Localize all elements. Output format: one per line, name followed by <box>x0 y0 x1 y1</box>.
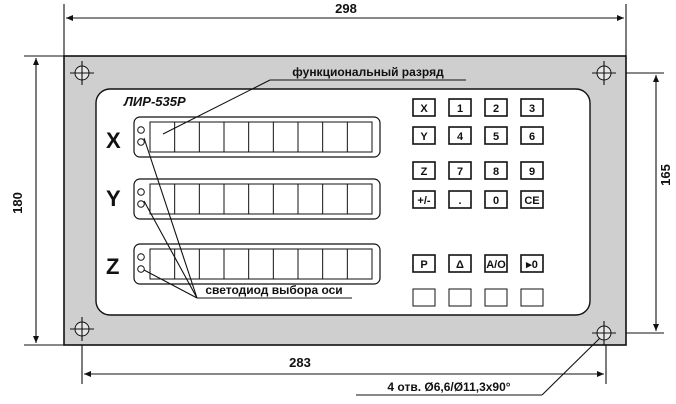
keypad-key[interactable] <box>413 99 435 116</box>
axis-label-z: Z <box>106 254 120 279</box>
axis-label-y: Y <box>106 186 121 211</box>
key-label: X <box>420 103 428 115</box>
keypad-key[interactable] <box>485 99 507 116</box>
led-indicator <box>138 266 145 273</box>
key-label: Δ <box>456 259 464 271</box>
keypad-key[interactable] <box>521 127 543 144</box>
keypad-key[interactable] <box>449 99 471 116</box>
display-x <box>134 117 380 157</box>
holes-note: 4 отв. Ø6,6/Ø11,3х90° <box>387 380 511 394</box>
dim-height-label: 180 <box>10 192 25 214</box>
keypad-key[interactable] <box>521 162 543 179</box>
functional-digit-label: функциональный разряд <box>292 65 444 79</box>
keypad-key[interactable] <box>485 289 507 306</box>
key-label: Z <box>420 166 428 178</box>
keypad-key[interactable] <box>485 162 507 179</box>
keypad-key[interactable] <box>413 162 435 179</box>
led-indicator <box>138 127 145 134</box>
led-indicator <box>138 201 145 208</box>
keypad-key[interactable] <box>485 191 507 208</box>
led-label: светодиод выбора оси <box>205 283 343 297</box>
key-frame <box>449 289 471 306</box>
keypad-key[interactable] <box>413 255 435 272</box>
keypad-key[interactable] <box>449 162 471 179</box>
key-label: Y <box>420 131 428 143</box>
display-window <box>150 249 372 279</box>
led-indicator <box>138 189 145 196</box>
model-name: ЛИР-535Р <box>124 94 186 109</box>
key-label: 5 <box>492 131 500 143</box>
key-label: 7 <box>456 166 464 178</box>
led-indicator <box>138 254 145 261</box>
dim-panel-height <box>10 56 64 345</box>
axis-label-x: X <box>106 128 121 153</box>
keypad-key[interactable] <box>449 289 471 306</box>
key-label: 1 <box>456 103 464 115</box>
dim-hole-span-x <box>82 345 606 384</box>
key-label: ▸0 <box>526 259 538 271</box>
dim-panel-width <box>64 1 626 56</box>
key-label: 8 <box>492 166 500 178</box>
key-label: A/O <box>486 259 506 271</box>
keypad-key[interactable] <box>521 289 543 306</box>
key-label: 0 <box>492 195 500 207</box>
key-frame <box>485 289 507 306</box>
holes-note-callout <box>356 338 600 395</box>
key-label: . <box>458 195 462 207</box>
keypad-key[interactable] <box>413 191 435 208</box>
dim-hole-span-y-label: 165 <box>658 164 673 186</box>
keypad-key[interactable] <box>449 127 471 144</box>
key-label: 9 <box>528 166 536 178</box>
keypad-key[interactable] <box>449 191 471 208</box>
keypad-key[interactable] <box>485 127 507 144</box>
keypad-key[interactable] <box>521 99 543 116</box>
key-label: 3 <box>528 103 536 115</box>
dim-width-label: 298 <box>335 1 357 16</box>
keypad-key[interactable] <box>413 127 435 144</box>
key-frame <box>521 289 543 306</box>
display-y <box>134 179 380 219</box>
key-frame <box>413 289 435 306</box>
dim-hole-span-x-label: 283 <box>289 355 311 370</box>
display-window <box>150 122 372 152</box>
display-window <box>150 184 372 214</box>
keypad-key[interactable] <box>449 255 471 272</box>
key-label: P <box>420 259 428 271</box>
axis-displays <box>134 117 380 284</box>
key-label: +/- <box>417 195 431 207</box>
key-label: 4 <box>456 131 464 143</box>
keypad-key[interactable] <box>413 289 435 306</box>
keypad-key[interactable] <box>521 255 543 272</box>
key-label: 6 <box>528 131 536 143</box>
led-indicator <box>138 139 145 146</box>
key-label: CE <box>524 195 540 207</box>
keypad-key[interactable] <box>521 191 543 208</box>
keypad-key[interactable] <box>485 255 507 272</box>
key-label: 2 <box>492 103 500 115</box>
